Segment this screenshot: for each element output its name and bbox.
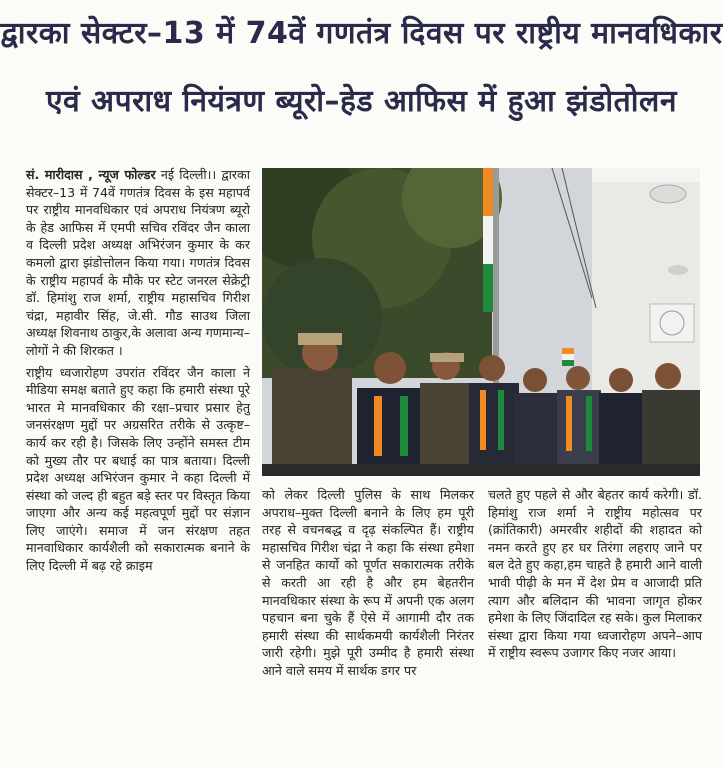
byline: सं. मारीदास , न्यूज फोल्डर [26, 167, 156, 182]
article-column-3 [488, 486, 702, 662]
dateline: नई दिल्ली।। [155, 167, 217, 182]
paragraph-1-text: द्वारका सेक्टर–13 में 74वें गणतंत्र दिवस के इस महापर्व पर राष्ट्रीय मानवधिकार एवं अपराध नियंत्रण ब्यूरो के हेड आफिस में एमपी सचिव रविंदर जैन काला व दिल्ली प्रदेश अध्यक्ष अभिरंजन कुमार के कर कमलो द्वारा झंडोत्तोलन किया गया। गणतंत्र दिवस के राष्ट्रीय महापर्व के मौके पर स्टेट जनरल सेक्रेट्री डॉ. हिमांशु राज शर्मा, राष्ट्रीय महासचिव गिरीश चंद्रा, महावीर सिंह, जे.सी. गौड साउथ जिला अध्यक्ष शिवनाथ ठाकुर,के अलावा अन्य गणमान्य–लोगों ने की शिरकत । [26, 167, 250, 358]
news-photo [262, 168, 700, 476]
paragraph-2: राष्ट्रीय ध्वजारोहण उपरांत रविंदर जैन काला ने मीडिया समक्ष बताते हुए कहा कि हमारी संस्था पूरे भारत मे मानवधिकार की रक्षा–प्रचार प्रसार हेतु जनसंरक्षण मुद्दों पर अग्रसरित तरीके से उत्कृष्ट–कार्य कर रही है। जिसके लिए उन्होंने समस्त टीम को मुख्य तौर पर बधाई का पात्र बताया। दिल्ली प्रदेश अध्यक्ष अभिरंजन कुमार ने कहा दिल्ली में संस्था को जल्द ही बहुत बड़े स्तर पर विस्तृत किया जाएगा और अन्य कई महत्वपूर्ण मुद्दों पर संज्ञान लिए जाएंगे। समाज में जन संरक्षण तहत मानवाधिकार कार्यशैली को सकारात्मक बनाने के लिए दिल्ली में बढ़ रहे क्राइम [26, 364, 250, 574]
article-column-2 [262, 486, 474, 680]
paragraph-1 [26, 166, 250, 360]
headline-line-2: एवं अपराध नियंत्रण ब्यूरो–हेड आफिस में हुआ झंडोतोलन [45, 84, 678, 119]
paragraph-3: को लेकर दिल्ली पुलिस के साथ मिलकर अपराध–मुक्त दिल्ली बनाने के लिए हम पूरी तरह से वचनबद्ध व दृढ़ संकल्पित हैं। राष्ट्रीय महासचिव गिरीश चंद्रा ने कहा कि संस्था हमेशा से जनहित कार्यो को पूर्णत सकारात्मक तरीके से करती आ रही है और हम बेहतरीन मानवधिकार संस्था के रूप में अपनी एक अलग पहचान बना चुके हैं ऐसे में आगामी दौर तक हमारी संस्था की सार्थकमयी कार्यशैली निरंतर जारी रहेगी। मुझे पूरी उम्मीद है हमारी संस्था आने वाले समय में सार्थक डगर पर [262, 487, 474, 678]
headline-line-1: द्वारका सेक्टर–13 में 74वें गणतंत्र दिवस पर राष्ट्रीय मानवधिकार [0, 16, 723, 51]
article-column-1 [26, 166, 250, 575]
flag-hoisting-group-photo [262, 168, 700, 476]
paragraph-4: चलते हुए पहले से और बेहतर कार्य करेगी। डॉ. हिमांशु राज शर्मा ने राष्ट्रीय महोत्सव पर (क्रांतिकारी) अमरवीर शहीदों की शहादत को नमन करते हुए हर घर तिरंगा लहराए जाने पर बल देते हुए कहा,हम चाहते है हमारी आने वाली भावी पीढ़ी के मन में देश प्रेम व आजादी प्रति त्याग और बलिदान की भावना जागृत होकर हमेशा के लिए जिंदादिल रह सके। कुल मिलाकर संस्था द्वारा किया गया ध्वजारोहण अपने–आप में राष्ट्रीय स्वरूप उजागर किए नजर आया। [488, 487, 702, 661]
